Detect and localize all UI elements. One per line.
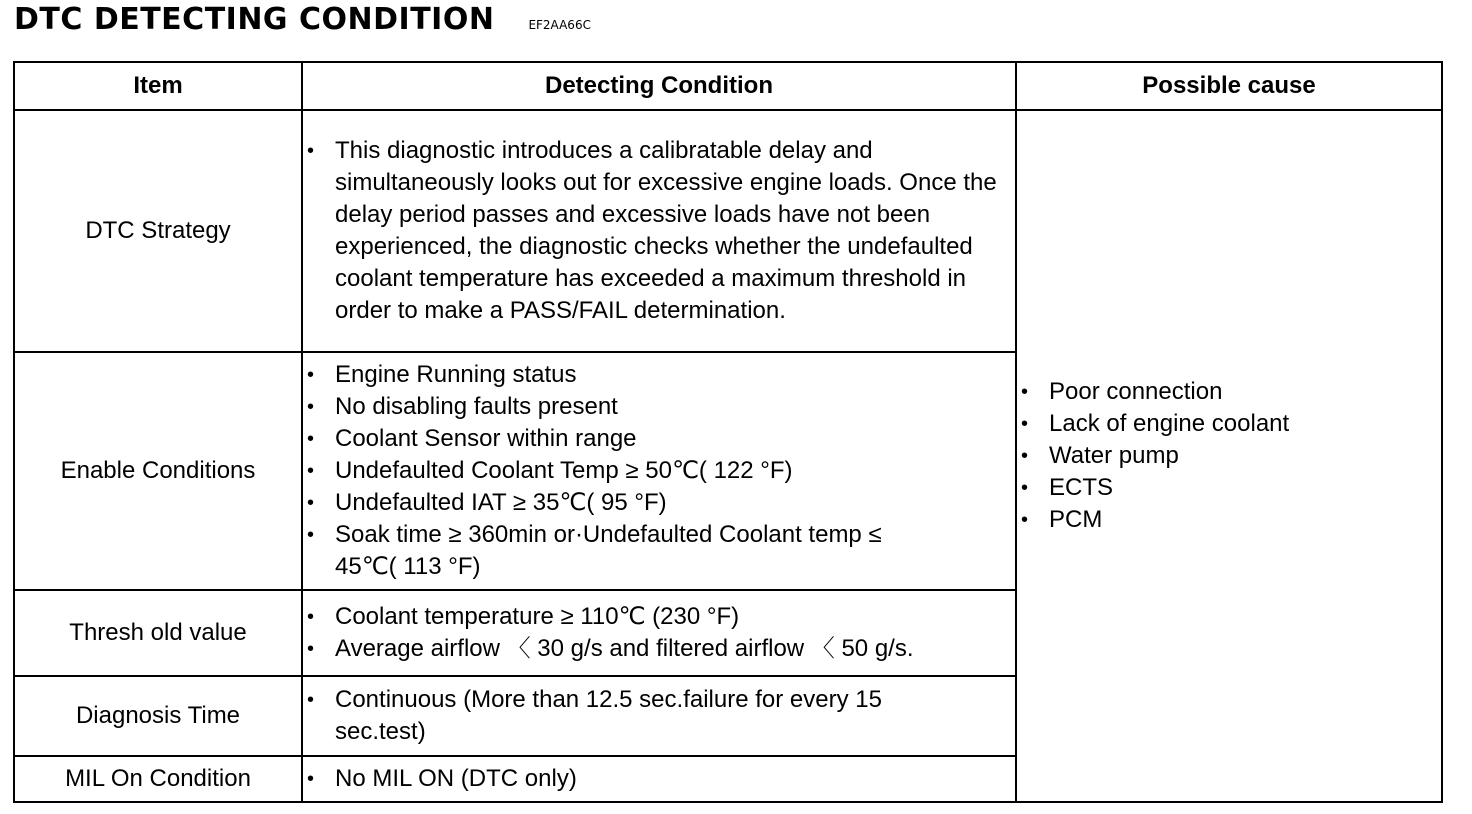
item-mil-on-condition: MIL On Condition: [14, 756, 302, 802]
condition-list: [303, 359, 1015, 583]
condition-list: [303, 135, 1015, 327]
document-code: EF2AA66C: [528, 18, 591, 32]
header-detecting-condition: Detecting Condition: [302, 62, 1016, 110]
item-dtc-strategy: DTC Strategy: [14, 110, 302, 352]
condition-item: • Average airflow 〈 30 g/s and filtered airflow 〈 50 g/s.: [303, 633, 1015, 665]
cause-item: • PCM: [1017, 504, 1441, 536]
possible-cause-cell: [1016, 110, 1442, 802]
header-possible-cause: Possible cause: [1016, 62, 1442, 110]
possible-cause-list: [1017, 376, 1441, 536]
item-enable-conditions: Enable Conditions: [14, 352, 302, 590]
condition-list: [303, 763, 1015, 795]
item-diagnosis-time: Diagnosis Time: [14, 676, 302, 756]
condition-item: • Soak time ≥ 360min or·Undefaulted Coolant temp ≤ 45℃( 113 °F): [303, 519, 1015, 583]
cause-item: • Poor connection: [1017, 376, 1441, 408]
condition-list: [303, 684, 1015, 748]
condition-item: • Undefaulted IAT ≥ 35℃( 95 °F): [303, 487, 1015, 519]
page-heading: [14, 2, 591, 37]
item-threshold-value: Thresh old value: [14, 590, 302, 676]
table-header-row: [14, 62, 1442, 110]
condition-list: [303, 601, 1015, 665]
condition-threshold-value: [302, 590, 1016, 676]
dtc-condition-table: [13, 61, 1443, 803]
header-item: Item: [14, 62, 302, 110]
condition-item: • No disabling faults present: [303, 391, 1015, 423]
condition-item: • Engine Running status: [303, 359, 1015, 391]
condition-item: • Coolant Sensor within range: [303, 423, 1015, 455]
table-row-dtc-strategy: [14, 110, 1442, 352]
cause-item: • Lack of engine coolant: [1017, 408, 1441, 440]
condition-item: • No MIL ON (DTC only): [303, 763, 1015, 795]
cause-item: • ECTS: [1017, 472, 1441, 504]
condition-diagnosis-time: [302, 676, 1016, 756]
condition-dtc-strategy: [302, 110, 1016, 352]
page-title: DTC DETECTING CONDITION: [14, 2, 495, 37]
condition-mil-on-condition: [302, 756, 1016, 802]
condition-item: • Continuous (More than 12.5 sec.failure for every 15 sec.test): [303, 684, 1015, 748]
condition-item: • Coolant temperature ≥ 110℃ (230 °F): [303, 601, 1015, 633]
condition-item: • This diagnostic introduces a calibratable delay and simultaneously looks out for excessive engine loads. Once the delay period passes and excessive loads have not been experienced, the diagnostic checks whether the undefaulted coolant temperature has exceeded a maximum threshold in order to make a PASS/FAIL determination.: [303, 135, 1015, 327]
cause-item: • Water pump: [1017, 440, 1441, 472]
condition-enable-conditions: [302, 352, 1016, 590]
condition-item: • Undefaulted Coolant Temp ≥ 50℃( 122 °F): [303, 455, 1015, 487]
